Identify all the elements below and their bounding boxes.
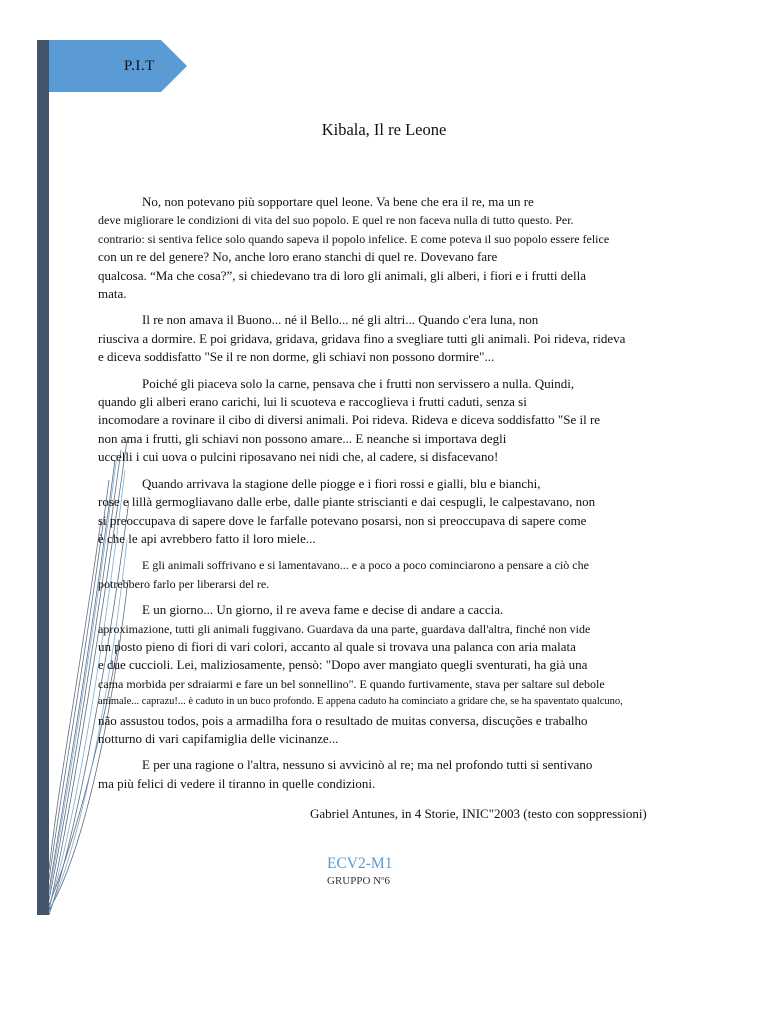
- paragraph-line: E un giorno... Un giorno, il re aveva fame e decise di andare a caccia.: [142, 602, 504, 618]
- paragraph-line: aproximazione, tutti gli animali fuggivano. Guardava da una parte, guardava dall'altra, finché non vide: [98, 621, 591, 636]
- paragraph-line: Quando arrivava la stagione delle piogge e i fiori rossi e gialli, blu e bianchi,: [142, 475, 541, 491]
- paragraph-line: E gli animali soffrivano e si lamentavano... e a poco a poco cominciarono a pensare a ciò che: [142, 558, 589, 573]
- paragraph-line: si preoccupava di sapere dove le farfalle potevano posarsi, non si preoccupava di sapere come: [98, 512, 587, 528]
- paragraph-line: è che le api avrebbero fatto il loro miele...: [98, 530, 316, 546]
- paragraph-line: non ama i frutti, gli schiavi non possono amare... E neanche si importava degli: [98, 430, 507, 446]
- paragraph-line: No, non potevano più sopportare quel leone. Va bene che era il re, ma un re: [142, 194, 534, 209]
- paragraph-line: uccelli i cui uova o pulcini riposavano nei nidi che, al cadere, si disfacevano!: [98, 449, 499, 465]
- paragraph: [98, 375, 698, 467]
- paragraph-line: animale... caprazu!... è caduto in un buco profondo. E appena caduto ha cominciato a gridare che, se ha spaventato qualcuno,: [98, 696, 623, 708]
- paragraph-line: incomodare a rovinare il cibo di diversi animali. Poi rideva. Rideva e diceva soddisfatto "Se il re: [98, 412, 601, 428]
- paragraph-line: e due cuccioli. Lei, maliziosamente, pensò: "Dopo aver mangiato quegli sventurati, ha già una: [98, 657, 588, 673]
- header-tab-shape: [49, 40, 187, 92]
- paragraph-line: qualcosa. “Ma che cosa?”, si chiedevano tra di loro gli animali, gli alberi, i fiori e i frutti della: [98, 267, 587, 283]
- paragraph-line: potrebbero farlo per liberarsi del re.: [98, 576, 270, 591]
- paragraph: [98, 193, 698, 303]
- paragraph-line: E per una ragione o l'altra, nessuno si avvicinò al re; ma nel profondo tutti si sentivano: [142, 757, 593, 773]
- paragraph-line: deve migliorare le condizioni di vita del suo popolo. E quel re non faceva nulla di tutto questo. Per.: [98, 213, 574, 228]
- footer-group: GRUPPO Nº6: [327, 875, 391, 887]
- paragraph-line: contrario: si sentiva felice solo quando sapeva il popolo infelice. E come poteva il suo popolo essere felice: [98, 231, 610, 246]
- paragraph-line: un posto pieno di fiori di vari colori, accanto al quale si trovava una palanca con aria malata: [98, 638, 576, 654]
- paragraph-line: e diceva soddisfatto "Se il re non dorme, gli schiavi non possono dormire"...: [98, 349, 495, 365]
- paragraph-line: rose e lillà germogliavano dalle erbe, dalle piante striscianti e dai cespugli, le calpestavano, non: [98, 494, 596, 510]
- paragraph-line: Poiché gli piaceva solo la carne, pensava che i frutti non servissero a nulla. Quindi,: [142, 375, 575, 391]
- paragraph: [98, 311, 698, 366]
- paragraph: [98, 601, 698, 748]
- paragraph-line: notturno di vari capifamiglia delle vicinanze...: [98, 730, 339, 746]
- paragraph: [98, 756, 698, 793]
- paragraph-line: ma più felici di vedere il tiranno in quelle condizioni.: [98, 775, 376, 791]
- document-title: Kibala, Il re Leone: [321, 120, 447, 139]
- paragraph: [98, 556, 698, 593]
- paragraph: [98, 475, 698, 549]
- paragraph-line: con un re del genere? No, anche loro erano stanchi di quel re. Dovevano fare: [98, 249, 498, 265]
- paragraph-line: quando gli alberi erano carichi, lui li scuoteva e raccoglieva i frutti caduti, senza si: [98, 394, 527, 410]
- paragraph-line: Il re non amava il Buono... né il Bello... né gli altri... Quando c'era luna, non: [142, 312, 539, 328]
- paragraph-line: não assustou todos, pois a armadilha fora o resultado de muitas conversa, discuções e trabalho: [98, 712, 588, 728]
- source-citation: Gabriel Antunes, in 4 Storie, INIC"2003 (testo con soppressioni): [310, 806, 647, 821]
- header-tab-label: P.I.T: [124, 58, 155, 74]
- paragraph-line: mata.: [98, 286, 127, 302]
- story-body: [98, 193, 698, 801]
- sidebar-stripe: [37, 40, 49, 915]
- footer-code: ECV2-M1: [327, 855, 393, 872]
- paragraph-line: riusciva a dormire. E poi gridava, gridava, gridava fino a svegliare tutti gli animali. Poi rideva, rideva: [98, 330, 626, 346]
- paragraph-line: cama morbida per sdraiarmi e fare un bel sonnellino". E quando furtivamente, stava per saltare sul debole: [98, 676, 605, 691]
